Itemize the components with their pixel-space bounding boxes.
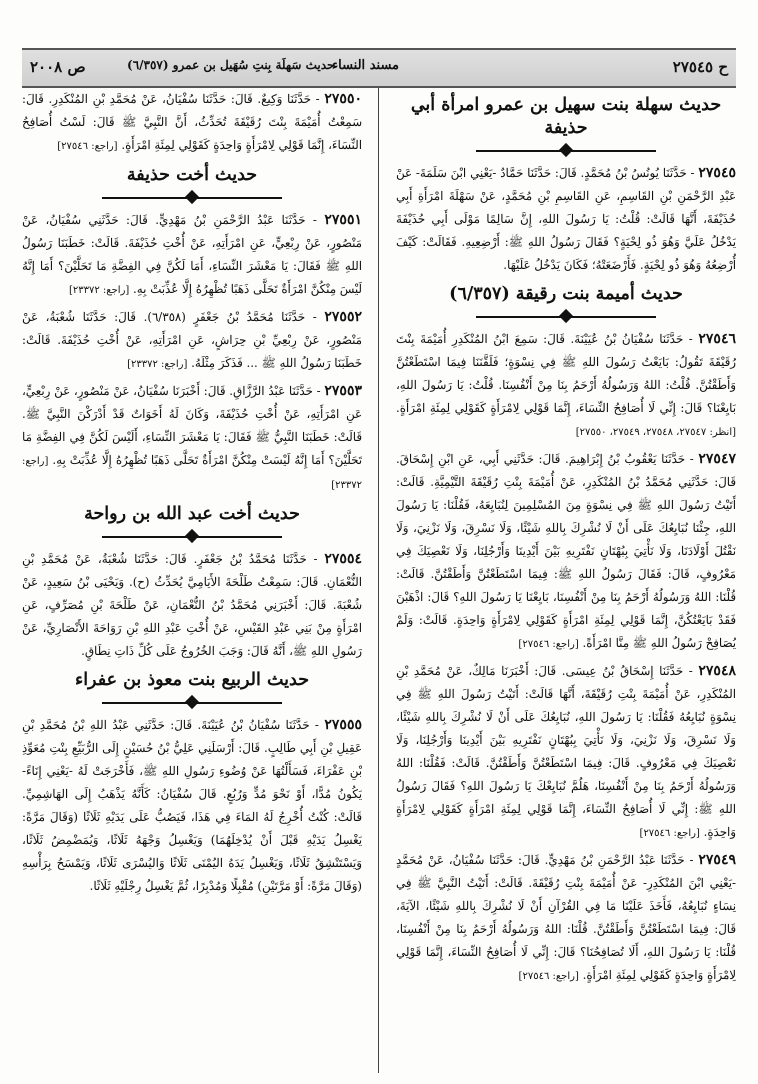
hadith-number: ٢٧٥٥٤ <box>324 551 362 567</box>
right-column <box>396 88 736 1078</box>
hadith-text: - حَدَّثَنَا سُفْيَانُ بْنُ عُيَيْنَةَ. قَالَ: سَمِعَ ابْنُ المُنْكَدِرِ أُمَيْمَةَ بِنْتَ رُقَيْقَةَ تَقُولُ: بَايَعْتُ رَسُولَ اللهِ ﷺ فِي نِسْوَةٍ؛ فَلَقَّنَنَا فِيمَا اسْتَطَعْتُنَّ وَأَطَقْتُنَّ. قُلْتُ: اللهُ وَرَسُولُهُ أَرْحَمُ بِنَا مِنْ أَنْفُسِنَا. قُلْتُ: يَا رَسُولَ اللهِ، بَايِعْنَا؟ قَالَ: إِنِّي لَا أُصَافِحُ النِّسَاءَ، إِنَّمَا قَوْلِي لِامْرَأَةٍ كَقَوْلِي لِمِئَةِ امْرَأَةٍ. <box>396 332 736 415</box>
section-ornament <box>22 530 362 544</box>
hadith-27555 <box>22 714 362 898</box>
hadith-27548 <box>396 660 736 845</box>
hadith-reference: [راجع: ٢٧٥٤٦] <box>518 639 579 650</box>
section-ornament <box>22 191 362 205</box>
header-hadith-number: ح ٢٧٥٤٥ <box>672 58 728 76</box>
hadith-number: ٢٧٥٥٥ <box>324 717 362 733</box>
hadith-number: ٢٧٥٤٦ <box>698 331 736 347</box>
hadith-27547 <box>396 448 736 656</box>
section-title-sahla: حديث سهلة بنت سهيل بن عمرو امرأة أبي حذيفة <box>410 95 722 138</box>
hadith-reference: [راجع: ٢٣٣٧٢] <box>127 359 188 370</box>
hadith-reference: [راجع: ٢٧٥٤٦] <box>639 828 700 839</box>
header-section-title: حديث سَهلَة بِنتِ سُهَيل بن عمرو (٦/٣٥٧) <box>127 58 335 72</box>
hadith-27550 <box>22 88 362 158</box>
left-column <box>22 88 362 1078</box>
hadith-number: ٢٧٥٤٨ <box>698 663 736 679</box>
hadith-27553 <box>22 380 362 497</box>
section-ornament <box>22 696 362 710</box>
hadith-text: - حَدَّثَنَا وَكِيعٌ. قَالَ: حَدَّثَنَا سُفْيَانُ، عَنْ مُحَمَّدِ بْنِ المُنْكَدِرِ. قَالَ: سَمِعْتُ أُمَيْمَةَ بِنْتَ رُقَيْقَةَ تُحَدِّثُ، أَنَّ النَّبِيَّ ﷺ قَالَ: لَسْتُ أُصَافِحُ النِّسَاءَ، إِنَّمَا قَوْلِي لِامْرَأَةٍ وَاحِدَةٍ كَقَوْلِي لِمِئَةِ امْرَأَةٍ. <box>22 92 362 152</box>
hadith-text: - حَدَّثَنَا عَبْدُ الرَّزَّاقِ. قَالَ: أَخْبَرَنَا سُفْيَانُ، عَنْ مَنْصُورٍ، عَنْ رِبْعِيٍّ، عَنِ امْرَأَتِهِ، عَنْ أُخْتِ حُذَيْفَةَ، وَكَانَ لَهُ أَخَوَاتٌ قَدْ أَدْرَكْنَ النَّبِيَّ ﷺ. قَالَتْ: خَطَبَنَا النَّبِيُّ ﷺ فَقَالَ: يَا مَعْشَرَ النِّسَاءِ، أَلَيْسَ لَكُنَّ فِي الفِضَّةِ مَا تَحَلَّيْنَ؟ أَمَا إِنَّهُ لَيْسَتْ مِنْكُنَّ امْرَأَةٌ تَحَلَّى ذَهَبًا تُظْهِرُهُ إِلَّا عُذِّبَتْ بِهِ. <box>22 384 362 467</box>
hadith-reference: [راجع: ٢٣٣٧٢] <box>22 456 362 491</box>
hadith-reference: [راجع: ٢٣٣٧٢] <box>68 285 130 296</box>
hadith-reference: [راجع: ٢٧٥٤٦] <box>518 971 579 982</box>
header-source: مسند النساء <box>332 58 399 73</box>
hadith-27551 <box>22 209 362 302</box>
hadith-text: - حَدَّثَنَا إِسْحَاقُ بْنُ عِيسَى. قَالَ: أَخْبَرَنَا مَالِكٌ، عَنْ مُحَمَّدِ بْنِ المُنْكَدِرِ، عَنْ أُمَيْمَةَ بِنْتِ رُقَيْقَةَ، أَنَّهَا قَالَتْ: أَتَيْتُ رَسُولَ اللهِ ﷺ فِي نِسْوَةٍ نُبَايِعُهُ فَقُلْنَا: يَا رَسُولَ اللهِ، نُبَايِعُكَ عَلَى أَنْ لَا نُشْرِكَ بِاللهِ شَيْئًا، وَلَا نَسْرِقَ، وَلَا نَزْنِيَ، وَلَا نَأْتِيَ بِبُهْتَانٍ نَفْتَرِيهِ بَيْنَ أَيْدِينَا وَأَرْجُلِنَا، وَلَا نَعْصِيَكَ فِي مَعْرُوفٍ. قَالَ: فِيمَا اسْتَطَعْتُنَّ وَأَطَقْتُنَّ. قَالَتْ: فَقُلْنَا: اللهُ وَرَسُولُهُ أَرْحَمُ بِنَا مِنْ أَنْفُسِنَا، هَلُمَّ نُبَايِعْكَ يَا رَسُولَ اللهِ؟ فَقَالَ رَسُولُ اللهِ ﷺ: إِنِّي لَا أُصَافِحُ النِّسَاءَ، إِنَّمَا قَوْلِي لِمِئَةِ امْرَأَةٍ كَقَوْلِي لِامْرَأَةٍ وَاحِدَةٍ. <box>396 664 736 839</box>
hadith-27549 <box>396 849 736 988</box>
hadith-27545 <box>396 162 736 277</box>
hadith-number: ٢٧٥٥٠ <box>324 91 362 107</box>
hadith-text: - حَدَّثَنَا مُحَمَّدُ بْنُ جَعْفَرٍ. قَالَ: حَدَّثَنَا شُعْبَةُ، عَنْ مُحَمَّدِ بْنِ النُّعْمَانِ. قَالَ: سَمِعْتُ طَلْحَةَ الأَيَامِيَّ يُحَدِّثُ (ح). وَيَحْيَى بْنُ سَعِيدٍ، عَنْ شُعْبَةَ. قَالَ: أَخْبَرَنِي مُحَمَّدُ بْنُ النُّعْمَانِ، عَنْ طَلْحَةَ بْنِ مُصَرِّفٍ، عَنِ امْرَأَةٍ مِنْ بَنِي عَبْدِ القَيْسِ، عَنْ أُخْتِ عَبْدِ اللهِ بْنِ رَوَاحَةَ الأَنْصَارِيِّ، عَنْ رَسُولِ اللهِ ﷺ، أَنَّهُ قَالَ: وَجَبَ الخُرُوجُ عَلَى كُلِّ ذَاتِ نِطَاقٍ. <box>22 552 362 658</box>
hadith-number: ٢٧٥٥١ <box>324 212 362 228</box>
hadith-number: ٢٧٥٥٣ <box>324 383 362 399</box>
hadith-text: - حَدَّثَنَا مُحَمَّدُ بْنُ جَعْفَرٍ (٦/٣٥٨). قَالَ: حَدَّثَنَا شُعْبَةُ، عَنْ مَنْصُورٍ، عَنْ رِبْعِيِّ بْنِ حِرَاشٍ، عَنِ امْرَأَتِهِ، عَنْ أُخْتِ حُذَيْفَةَ. قَالَتْ: خَطَبَنَا رَسُولُ اللهِ ﷺ ... فَذَكَرَ مِثْلَهُ. <box>22 310 362 370</box>
section-title-hudhayfa-sister: حديث أخت حذيفة <box>126 165 258 185</box>
hadith-text: - حَدَّثَنَا عَبْدُ الرَّحْمَنِ بْنُ مَهْدِيٍّ. قَالَ: حَدَّثَنَا سُفْيَانُ، عَنْ مُحَمَّدٍ -يَعْنِي ابْنَ المُنْكَدِرِ- عَنْ أُمَيْمَةَ بِنْتِ رُقَيْقَةَ. قَالَتْ: أَتَيْتُ النَّبِيَّ ﷺ فِي نِسَاءٍ نُبَايِعُهُ، فَأَخَذَ عَلَيْنَا مَا فِي القُرْآنِ أَنْ لَا نُشْرِكَ بِاللهِ شَيْئًا، الآيَةَ، قَالَ: فِيمَا اسْتَطَعْتُنَّ وَأَطَقْتُنَّ. قُلْنَا: اللهُ وَرَسُولُهُ أَرْحَمُ بِنَا مِنْ أَنْفُسِنَا، قُلْنَا: يَا رَسُولَ اللهِ، أَلَا تُصَافِحُنَا؟ قَالَ: إِنِّي لَا أُصَافِحُ النِّسَاءَ، إِنَّمَا قَوْلِي لِامْرَأَةٍ وَاحِدَةٍ كَقَوْلِي لِمِئَةِ امْرَأَةٍ. <box>396 853 736 982</box>
hadith-text: - حَدَّثَنَا يَعْقُوبُ بْنُ إِبْرَاهِيمَ. قَالَ: حَدَّثَنِي أَبِي، عَنِ ابْنِ إِسْحَاقَ. قَالَ: حَدَّثَنِي مُحَمَّدُ بْنُ المُنْكَدِرِ، عَنْ أُمَيْمَةَ بِنْتِ رُقَيْقَةَ التَّيْمِيَّةِ. قَالَتْ: أَتَيْتُ رَسُولَ اللهِ ﷺ فِي نِسْوَةٍ مِنَ المُسْلِمِينَ لِنُبَايِعَهُ، فَقُلْنَا: يَا رَسُولَ اللهِ، جِئْنَا نُبَايِعُكَ عَلَى أَنْ لَا نُشْرِكَ بِاللهِ شَيْئًا، وَلَا نَسْرِقَ، وَلَا نَزْنِيَ، وَلَا نَقْتُلَ أَوْلَادَنَا، وَلَا نَأْتِيَ بِبُهْتَانٍ نَفْتَرِيهِ بَيْنَ أَيْدِينَا وَأَرْجُلِنَا، وَلَا نَعْصِيَكَ فِي مَعْرُوفٍ، قَالَ: فَقَالَ رَسُولُ اللهِ ﷺ: فِيمَا اسْتَطَعْتُنَّ وَأَطَقْتُنَّ. قَالَتْ: قُلْنَا: اللهُ وَرَسُولُهُ أَرْحَمُ بِنَا مِنْ أَنْفُسِنَا، بَايِعْنَا يَا رَسُولَ اللهِ؟ قَالَ: اذْهَبْنَ فَقَدْ بَايَعْتُكُنَّ، إِنَّمَا قَوْلِي لِمِئَةِ امْرَأَةٍ كَقَوْلِي لِامْرَأَةٍ وَاحِدَةٍ. قَالَتْ: وَلَمْ يُصَافِحْ رَسُولُ اللهِ ﷺ مِنَّا امْرَأَةً. <box>396 452 736 650</box>
header-page-number: ص ٢٠٠٨ <box>30 58 86 76</box>
hadith-number: ٢٧٥٥٢ <box>324 309 362 325</box>
hadith-number: ٢٧٥٤٩ <box>698 852 736 868</box>
running-header <box>22 48 736 88</box>
section-ornament <box>396 310 736 324</box>
hadith-27552 <box>22 306 362 376</box>
hadith-27554 <box>22 548 362 663</box>
hadith-text: - حَدَّثَنَا عَبْدُ الرَّحْمَنِ بْنُ مَهْدِيٍّ. قَالَ: حَدَّثَنِي سُفْيَانُ، عَنْ مَنْصُورٍ، عَنْ رِبْعِيٍّ، عَنِ امْرَأَتِهِ، عَنْ أُخْتِ حُذَيْفَةَ. قَالَتْ: خَطَبَنَا رَسُولُ اللهِ ﷺ فَقَالَ: يَا مَعْشَرَ النِّسَاءِ، أَمَا لَكُنَّ فِي الفِضَّةِ مَا تَحَلَّيْنَ؟ أَمَا إِنَّهُ لَيْسَ مِنْكُنَّ امْرَأَةٌ تَحَلَّى ذَهَبًا تُظْهِرُهُ إِلَّا عُذِّبَتْ بِهِ. <box>22 213 362 296</box>
hadith-number: ٢٧٥٤٧ <box>698 451 736 467</box>
section-title-umaima: حديث أميمة بنت رقيقة (٦/٣٥٧) <box>449 284 683 304</box>
section-title-rawaha-sister: حديث أخت عبد الله بن رواحة <box>84 504 300 524</box>
hadith-reference: [راجع: ٢٧٥٤٦] <box>57 141 118 152</box>
hadith-27546 <box>396 328 736 444</box>
section-title-rubayyi: حديث الربيع بنت معوذ بن عفراء <box>74 670 310 690</box>
hadith-reference: [انظر: ٢٧٥٤٧، ٢٧٥٤٨، ٢٧٥٤٩، ٢٧٥٥٠] <box>575 427 736 438</box>
hadith-text: - حَدَّثَنَا يُونُسُ بْنُ مُحَمَّدٍ. قَالَ: حَدَّثَنَا حَمَّادٌ -يَعْنِي ابْنَ سَلَمَةَ- عَنْ عَبْدِ الرَّحْمَنِ بْنِ القَاسِمِ، عَنِ القَاسِمِ بْنِ مُحَمَّدٍ، عَنْ سَهْلَةَ امْرَأَةِ أَبِي حُذَيْفَةَ، أَنَّهَا قَالَتْ: قُلْتُ: يَا رَسُولَ اللهِ، إِنَّ سَالِمًا مَوْلَى أَبِي حُذَيْفَةَ يَدْخُلُ عَلَيَّ وَهُوَ ذُو لِحْيَةٍ؟ فَقَالَ رَسُولُ اللهِ ﷺ: أَرْضِعِيهِ. فَقَالَتْ: كَيْفَ أُرْضِعُهُ وَهُوَ ذُو لِحْيَةٍ. فَأَرْضَعَتْهُ؛ فَكَانَ يَدْخُلُ عَلَيْهَا. <box>396 166 736 272</box>
hadith-text: - حَدَّثَنَا سُفْيَانُ بْنُ عُيَيْنَةَ. قَالَ: حَدَّثَنِي عَبْدُ اللهِ بْنُ مُحَمَّدِ بْنِ عَقِيلِ بْنِ أَبِي طَالِبٍ. قَالَ: أَرْسَلَنِي عَلِيُّ بْنُ حُسَيْنٍ إِلَى الرُّبَيِّعِ بِنْتِ مُعَوِّذِ بْنِ عَفْرَاءَ، فَسَأَلْتُهَا عَنْ وُضُوءِ رَسُولِ اللهِ ﷺ، فَأَخْرَجَتْ لَهُ -يَعْنِي إِنَاءً- يَكُونُ مُدًّا، أَوْ نَحْوَ مُدٍّ وَرُبُعٍ. قَالَ سُفْيَانُ: كَأَنَّهُ يَذْهَبُ إِلَى الهَاشِمِيِّ. قَالَتْ: كُنْتُ أُخْرِجُ لَهُ المَاءَ فِي هَذَا، فَيَصُبُّ عَلَى يَدَيْهِ ثَلَاثًا (وَقَالَ مَرَّةً: يَغْسِلُ يَدَيْهِ قَبْلَ أَنْ يُدْخِلَهُمَا) وَيَغْسِلُ وَجْهَهُ ثَلَاثًا، وَيُمَضْمِضُ ثَلَاثًا، وَيَسْتَنْشِقُ ثَلَاثًا، وَيَغْسِلُ يَدَهُ اليُمْنَى ثَلَاثًا وَاليُسْرَى ثَلَاثًا، وَيَمْسَحُ بِرَأْسِهِ (وَقَالَ مَرَّةً: أَوْ مَرَّتَيْنِ) مُقْبِلًا وَمُدْبِرًا، ثُمَّ يَغْسِلُ رِجْلَيْهِ ثَلَاثًا. <box>22 718 362 893</box>
hadith-number: ٢٧٥٤٥ <box>698 165 736 181</box>
column-divider <box>378 88 379 1073</box>
section-ornament <box>396 144 736 158</box>
